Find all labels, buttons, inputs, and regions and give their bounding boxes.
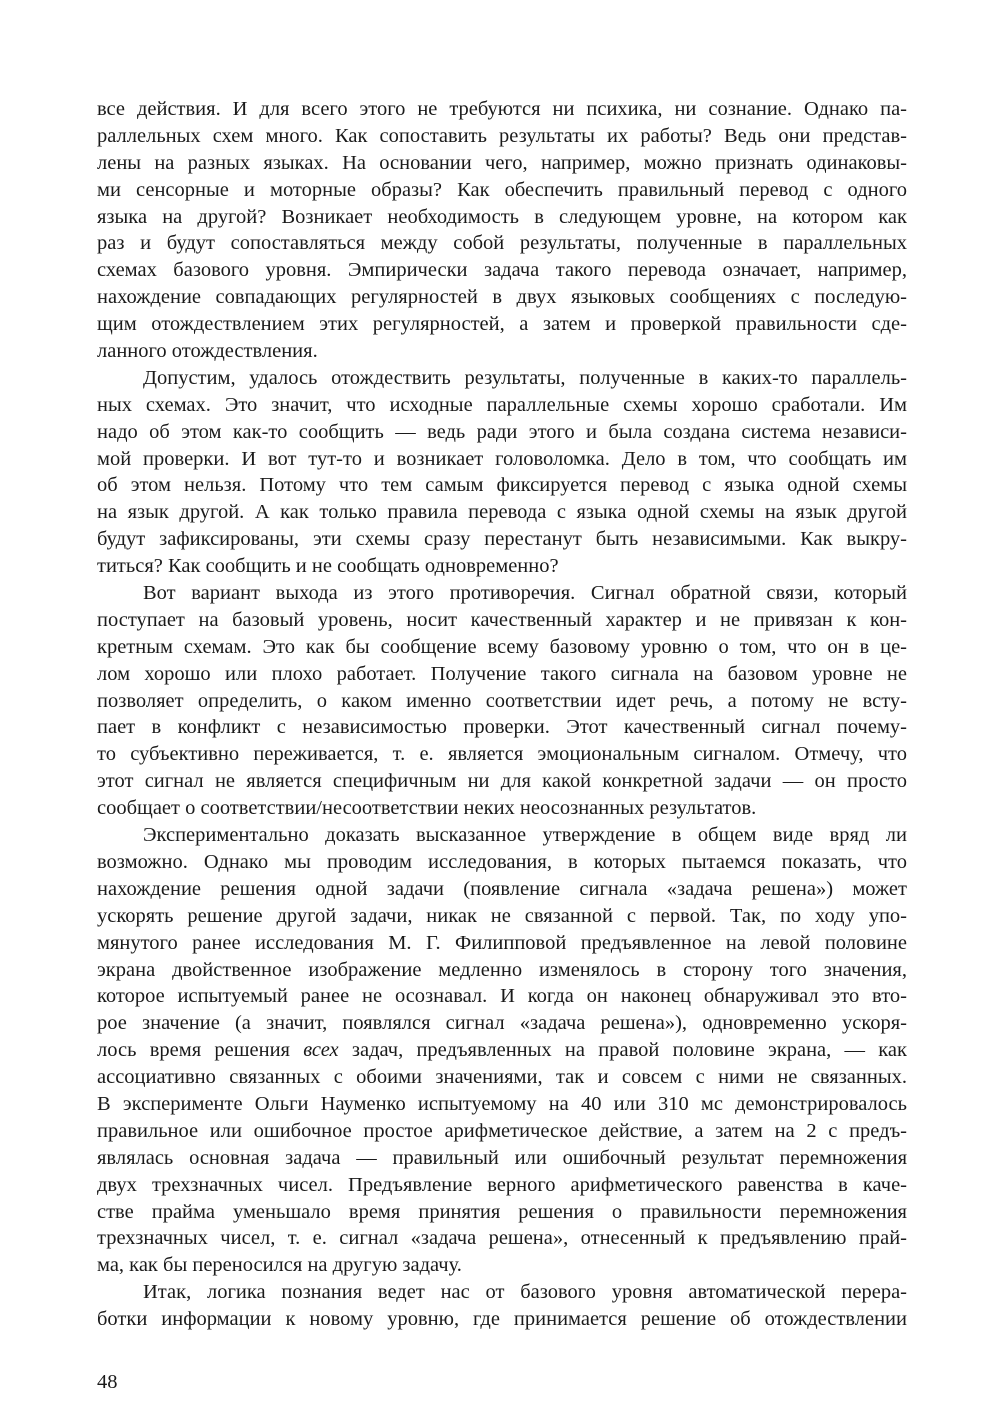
text-line: являлась основная задача — правильный или ошибочный результат перемножения: [97, 1146, 907, 1169]
text-line: трехзначных чисел, т. е. сигнал «задача решена», отнесенный к предъявлению прай-: [97, 1227, 907, 1250]
text-line: будут зафиксированы, эти схемы сразу перестанут быть независимыми. Как выкру-: [97, 528, 907, 551]
text-line: об этом нельзя. Потому что тем самым фиксируется перевод с языка одной схемы: [97, 474, 907, 497]
text-line: позволяет определить, о каком именно соответствии идет речь, а потому не всту-: [97, 689, 907, 712]
text-line: Допустим, удалось отождествить результаты, полученные в каких-то параллель-: [143, 366, 907, 389]
text-line: языка на другой? Возникает необходимость в следующем уровне, на котором как: [97, 205, 907, 228]
text-line: ланного отождествления.: [97, 340, 318, 363]
text-line: ускорять решение другой задачи, никак не связанной с первой. Так, по ходу упо-: [97, 904, 907, 927]
text-line: Итак, логика познания ведет нас от базового уровня автоматической перера-: [143, 1281, 907, 1304]
page-number: 48: [97, 1371, 118, 1393]
text-line: поступает на базовый уровень, носит качественный характер и не привязан к кон-: [97, 608, 907, 631]
text-line: рое значение (а значит, появлялся сигнал «задача решена»), одновременно ускоря-: [97, 1012, 907, 1035]
text-line: В эксперименте Ольги Науменко испытуемому на 40 или 310 мс демонстрировалось: [97, 1092, 907, 1115]
text-line: раллельных схем много. Как сопоставить результаты их работы? Ведь они представ-: [97, 124, 907, 147]
paragraph: [97, 96, 907, 365]
paragraph: [97, 822, 907, 1279]
text-line: лены на разных языках. На основании чего, например, можно признать одинаковы-: [97, 151, 907, 174]
text-line: ных схемах. Это значит, что исходные параллельные схемы хорошо сработали. Им: [97, 393, 907, 416]
text-line: то субъективно переживается, т. е. является эмоциональным сигналом. Отмечу, что: [97, 743, 907, 766]
text-line: ма, как бы переносился на другую задачу.: [97, 1254, 462, 1277]
text-line: лось время решения всех задач, предъявленных на правой половине экрана, — как: [97, 1039, 907, 1062]
text-line: ми сенсорные и моторные образы? Как обеспечить правильный перевод с одного: [97, 178, 907, 201]
text-line: двух трехзначных чисел. Предъявление верного арифметического равенства в каче-: [97, 1173, 907, 1196]
text-line: ассоциативно связанных с обоими значениями, так и совсем с ними не связанных.: [97, 1066, 907, 1089]
text-line: надо об этом как-то сообщить — ведь ради этого и была создана система независи-: [97, 420, 907, 443]
text-line: пает в конфликт с независимостью проверки. Этот качественный сигнал почему-: [97, 716, 907, 739]
text-line: ботки информации к новому уровню, где принимается решение об отождествлении: [97, 1308, 907, 1331]
text-line: кретным схемам. Это как бы сообщение всему базовому уровню о том, что он в це-: [97, 635, 907, 658]
paragraph: [97, 1279, 907, 1333]
text-line: мянутого ранее исследования М. Г. Филипповой предъявленное на левой половине: [97, 931, 907, 954]
text-line: мой проверки. И вот тут-то и возникает головоломка. Дело в том, что сообщать им: [97, 447, 907, 470]
text-line: на язык другой. А как только правила перевода с языка одной схемы на язык другой: [97, 501, 907, 524]
text-line: экрана двойственное изображение медленно изменялось в сторону того значения,: [97, 958, 907, 981]
text-line: правильное или ошибочное простое арифметическое действие, а затем на 2 с предъ-: [97, 1119, 907, 1142]
text-line: схемах базового уровня. Эмпирически задача такого перевода означает, например,: [97, 259, 907, 282]
text-line: нахождение решения одной задачи (появление сигнала «задача решена») может: [97, 877, 907, 900]
paragraph: [97, 580, 907, 822]
text-line: которое испытуемый ранее не осознавал. И когда он наконец обнаруживал это вто-: [97, 985, 907, 1008]
text-line: стве прайма уменьшало время принятия решения о правильности перемножения: [97, 1200, 907, 1223]
emphasis: всех: [303, 1039, 339, 1062]
text-line: Экспериментально доказать высказанное утверждение в общем виде вряд ли: [143, 824, 907, 847]
text-line: возможно. Однако мы проводим исследования, в которых пытаемся показать, что: [97, 850, 907, 873]
text-line: этот сигнал не является специфичным ни для какой конкретной задачи — он просто: [97, 770, 907, 793]
text-line: щим отождествлением этих регулярностей, а затем и проверкой правильности сде-: [97, 313, 907, 336]
text-line: сообщает о соответствии/несоответствии неких неосознанных результатов.: [97, 797, 757, 820]
text-line: лом хорошо или плохо работает. Получение такого сигнала на базовом уровне не: [97, 662, 907, 685]
text-line: нахождение совпадающих регулярностей в двух языковых сообщениях с последую-: [97, 286, 907, 309]
text-line: раз и будут сопоставляться между собой результаты, полученные в параллельных: [97, 232, 907, 255]
text-line: Вот вариант выхода из этого противоречия. Сигнал обратной связи, который: [143, 582, 907, 605]
text-line: титься? Как сообщить и не сообщать одновременно?: [97, 555, 559, 578]
text-line: все действия. И для всего этого не требуются ни психика, ни сознание. Однако па-: [97, 98, 907, 120]
body-text: [97, 96, 907, 1333]
paragraph: [97, 365, 907, 580]
